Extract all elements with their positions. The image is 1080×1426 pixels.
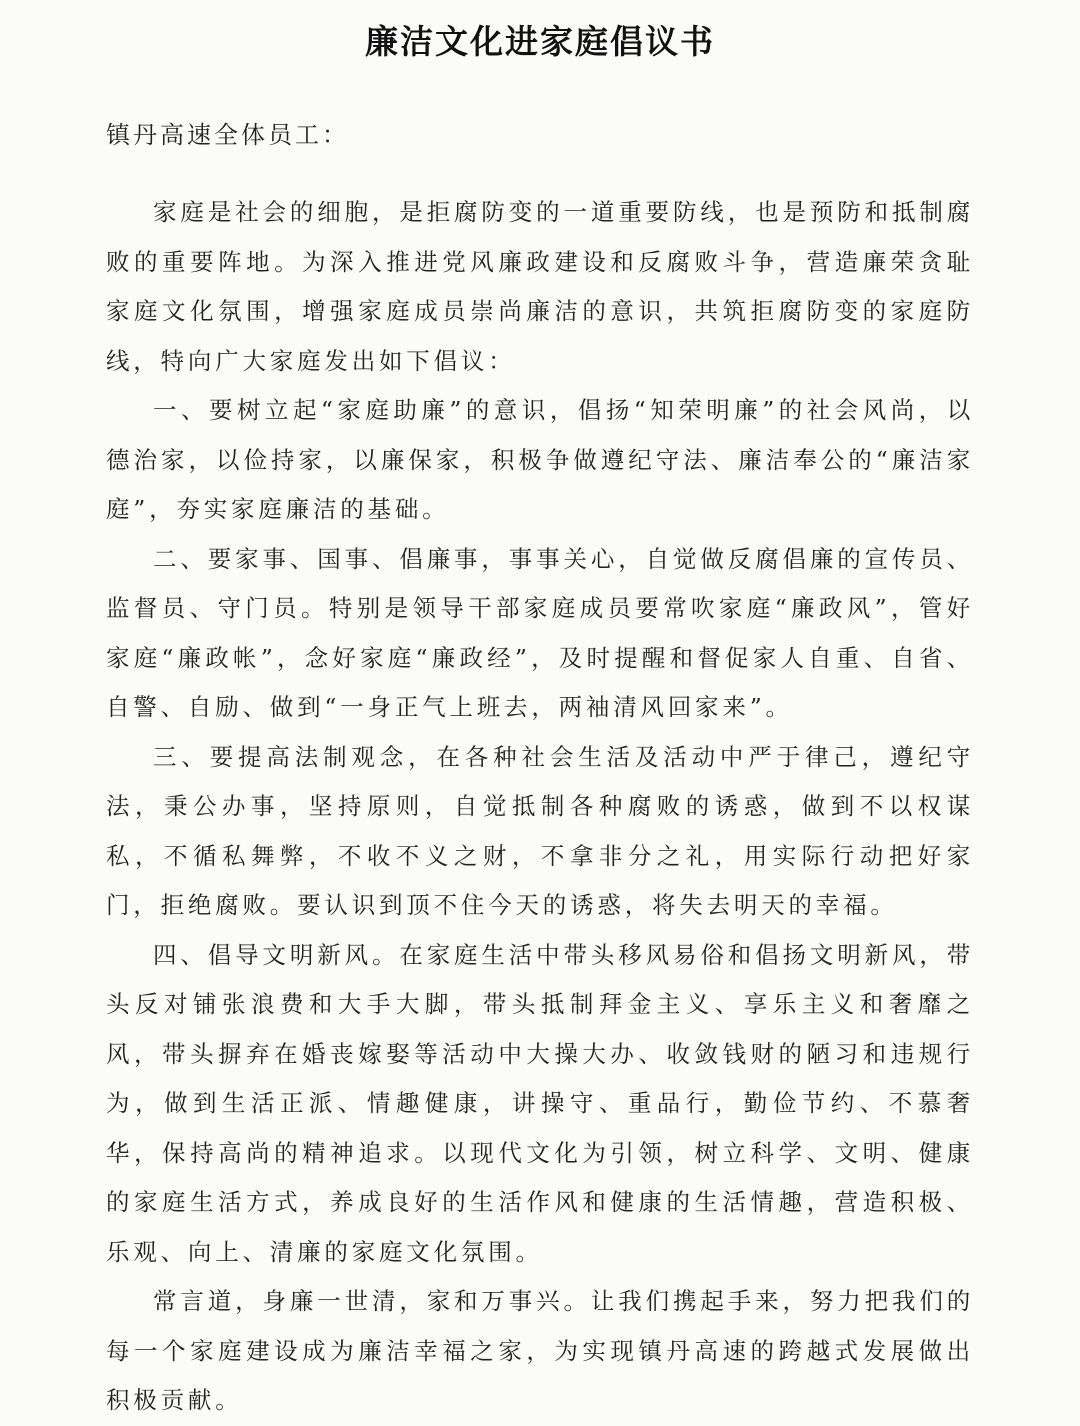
paragraph-item-2: 二、要家事、国事、倡廉事，事事关心，自觉做反腐倡廉的宣传员、监督员、守门员。特别是领导干部家庭成员要常吹家庭“廉政风”，管好家庭“廉政帐”，念好家庭“廉政经”，及时提醒和督促家人自重、自省、自警、自励、做到“一身正气上班去，两袖清风回家来”。 — [106, 544, 974, 721]
document-body — [106, 188, 974, 1426]
paragraph-intro: 家庭是社会的细胞，是拒腐防变的一道重要防线，也是预防和抵制腐败的重要阵地。为深入推进党风廉政建设和反腐败斗争，营造廉荣贪耻家庭文化氛围，增强家庭成员崇尚廉洁的意识，共筑拒腐防变的家庭防线，特向广大家庭发出如下倡议： — [106, 198, 974, 375]
paragraph-item-3: 三、要提高法制观念，在各种社会生活及活动中严于律己，遵纪守法，秉公办事，坚持原则，自觉抵制各种腐败的诱惑，做到不以权谋私，不循私舞弊，不收不义之财，不拿非分之礼，用实际行动把好家门，拒绝腐败。要认识到顶不住今天的诱惑，将失去明天的幸福。 — [106, 742, 974, 919]
paragraph-item-1: 一、要树立起“家庭助廉”的意识，倡扬“知荣明廉”的社会风尚，以德治家，以俭持家，以廉保家，积极争做遵纪守法、廉洁奉公的“廉洁家庭”，夯实家庭廉洁的基础。 — [106, 396, 974, 523]
paragraph-closing: 常言道，身廉一世清，家和万事兴。让我们携起手来，努力把我们的每一个家庭建设成为廉洁幸福之家，为实现镇丹高速的跨越式发展做出积极贡献。 — [106, 1287, 974, 1414]
document-title: 廉洁文化进家庭倡议书 — [365, 22, 715, 61]
salutation: 镇丹高速全体员工： — [106, 121, 349, 149]
paragraph-item-4: 四、倡导文明新风。在家庭生活中带头移风易俗和倡扬文明新风，带头反对铺张浪费和大手大脚，带头抵制拜金主义、享乐主义和奢靡之风，带头摒弃在婚丧嫁娶等活动中大操大办、收敛钱财的陋习和违规行为，做到生活正派、情趣健康，讲操守、重品行，勤俭节约、不慕奢华，保持高尚的精神追求。以现代文化为引领，树立科学、文明、健康的家庭生活方式，养成良好的生活作风和健康的生活情趣，营造积极、乐观、向上、清廉的家庭文化氛围。 — [106, 940, 974, 1266]
